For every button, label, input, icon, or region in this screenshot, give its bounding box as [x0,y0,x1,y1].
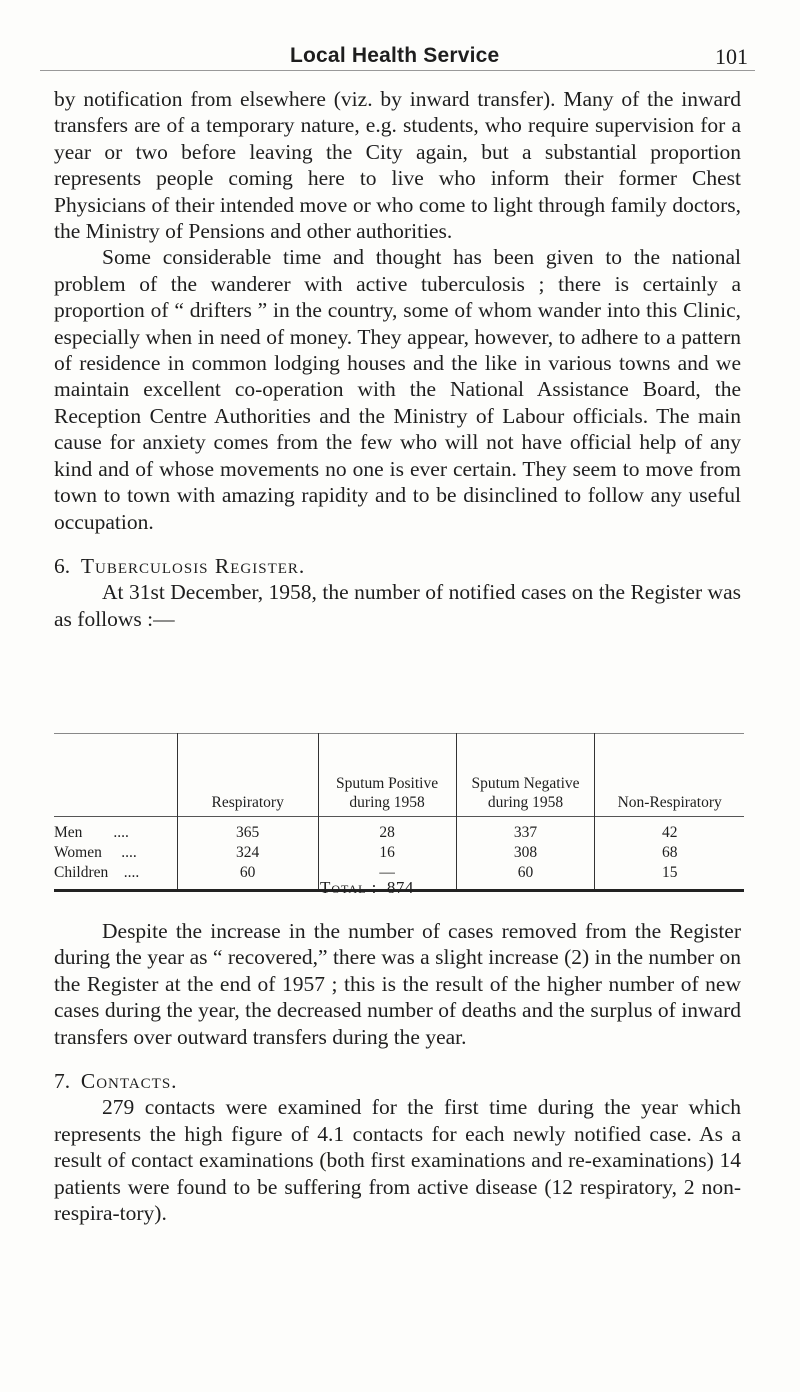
paragraph-5: 279 contacts were examined for the first time during the year which represents the high figure of 4.1 contacts for each newly notified case. As a result of contact examinations (both first examinations and re-examinations) 14 patients were found to be suffering from active disease (12 respiratory, 2 non-respira-tory). [54,1095,741,1226]
register-table [54,733,744,892]
total-value: 874 [386,878,414,897]
paragraph-3: At 31st December, 1958, the number of notified cases on the Register was as follows :— [54,580,741,631]
section-6-number: 6. [54,553,71,578]
paragraph-4: Despite the increase in the number of cases removed from the Register during the year as “ recovered,” there was a slight increase (2) in the number on the Register at the end of 1957 ; this is the result of the higher number of new cases during the year, the decreased number of deaths and the surplus of inward transfers over outward transfers during the year. [54,919,741,1049]
section-6-heading [54,553,741,579]
table-row [54,843,744,863]
table-cell: 15 [595,863,744,891]
text-block-top [54,86,741,632]
table-header-row [54,734,744,817]
table-cell: 365 [177,817,318,844]
table-header-cell: Non-Respiratory [595,734,744,817]
table-cell: 60 [456,863,595,891]
table-header-cell: Sputum Positive during 1958 [318,734,456,817]
running-head: Local Health Service [290,44,500,67]
page-number: 101 [715,44,748,69]
table-cell: 16 [318,843,456,863]
table-cell: 28 [318,817,456,844]
row-label: Men .... [54,824,129,841]
table-header-cell: Respiratory [177,734,318,817]
row-label: Children .... [54,864,140,881]
table-cell: 308 [456,843,595,863]
table-cell: 68 [595,843,744,863]
row-label: Women .... [54,844,137,861]
section-7-title: Contacts. [80,1069,178,1094]
table-cell: 324 [177,843,318,863]
header-rule [40,70,755,71]
table-cell: 42 [595,817,744,844]
table-cell: 60 [177,863,318,891]
page-header [0,44,800,76]
paragraph-1: by notification from elsewhere (viz. by inward transfer). Many of the inward transfers are of a temporary nature, e.g. students, who require supervision for a year or two before leaving the City again, but a substantial proportion represents people coming here to live who inform their former Chest Physicians of their intended move or who come to light through family doctors, the Ministry of Pensions and other authorities. [54,87,741,244]
section-6-title: Tuberculosis Register. [80,553,306,578]
table-cell: 337 [456,817,595,844]
section-7-heading [54,1068,741,1094]
table-cell: — [318,863,456,891]
total-label: Total : [320,878,378,897]
table-header-cell [54,734,177,817]
table-total [320,878,414,898]
table-header-cell: Sputum Negative during 1958 [456,734,595,817]
paragraph-2: Some considerable time and thought has been given to the national problem of the wanderer with active tuberculosis ; there is certainly a proportion of “ drifters ” in the country, some of whom wander into this Clinic, especially when in need of money. They appear, however, to adhere to a pattern of residence in common lodging houses and the like in various towns and we maintain excellent co-operation with the National Assistance Board, the Reception Centre Authorities and the Ministry of Labour officials. The main cause for anxiety comes from the few who will not have official help of any kind and of whose movements no one is ever certain. They seem to move from town to town with amazing rapidity and to be disinclined to follow any useful occupation. [54,245,741,534]
table-row [54,817,744,844]
text-block-bottom [54,918,741,1226]
section-7-number: 7. [54,1069,71,1094]
